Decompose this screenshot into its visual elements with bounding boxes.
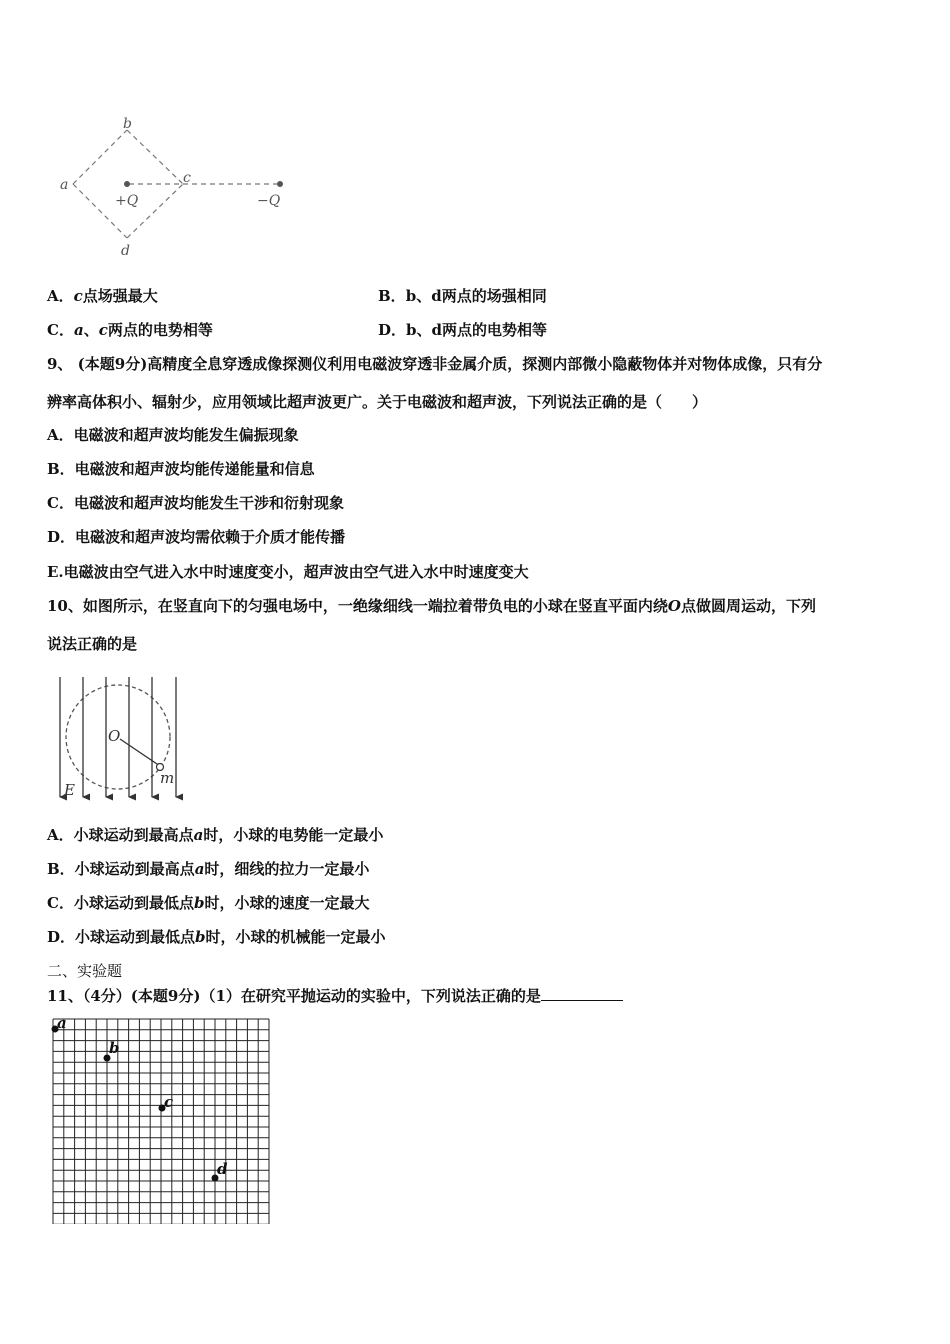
label-a: a: [60, 177, 69, 193]
q9-option-d: D．电磁波和超声波均需依赖于介质才能传播: [47, 528, 346, 546]
label-o: O: [108, 727, 121, 745]
q9-stem-line2: 辨率高体积小、辐射少，应用领域比超声波更广。关于电磁波和超声波，下列说法正确的是（ ）: [47, 393, 708, 411]
label-neg-q: −Q: [257, 193, 281, 209]
q8-option-c: C．a、c两点的电势相等: [47, 321, 213, 339]
label-a: a: [57, 1016, 67, 1032]
positive-charge: [124, 181, 130, 187]
answer-blank: [541, 986, 623, 1001]
negative-charge: [277, 181, 283, 187]
string: [120, 739, 160, 766]
label-e: E: [64, 781, 75, 799]
label-d: d: [121, 243, 130, 259]
q10-stem-line1: 10、如图所示，在竖直向下的匀强电场中，一绝缘细线一端拉着带负电的小球在竖直平面内绕O点做圆周运动，下列: [47, 597, 816, 615]
label-pos-q: +Q: [115, 193, 139, 209]
q10-stem-line2: 说法正确的是: [47, 635, 138, 653]
q9-option-e: E.电磁波由空气进入水中时速度变小，超声波由空气进入水中时速度变大: [47, 563, 529, 581]
q10-option-c: C．小球运动到最低点b时，小球的速度一定最大: [47, 894, 370, 912]
label-b: b: [109, 1039, 120, 1057]
label-c: c: [183, 170, 191, 186]
q8-option-a: A．c点场强最大: [47, 287, 158, 305]
q10-option-b: B．小球运动到最高点a时，细线的拉力一定最小: [47, 860, 370, 878]
q11-stem: 11、（4分）(本题9分)（1）在研究平抛运动的实验中，下列说法正确的是: [47, 986, 623, 1006]
label-c: c: [164, 1093, 174, 1111]
q10-field-diagram: [50, 675, 190, 805]
q9-stem-line1: 9、 (本题9分)高精度全息穿透成像探测仪利用电磁波穿透非金属介质，探测内部微小隐蔽物体并对物体成像，只有分: [47, 355, 823, 373]
q9-option-b: B．电磁波和超声波均能传递能量和信息: [47, 460, 315, 478]
q8-option-b: B．b、d两点的场强相同: [378, 287, 547, 305]
label-b: b: [123, 116, 132, 132]
q8-charge-diagram: [55, 112, 295, 262]
label-d: d: [217, 1160, 228, 1178]
section-title: 二、实验题: [47, 962, 123, 980]
q10-option-d: D．小球运动到最低点b时，小球的机械能一定最小: [47, 928, 386, 946]
q9-option-c: C．电磁波和超声波均能发生干涉和衍射现象: [47, 494, 344, 512]
label-m: m: [160, 769, 175, 787]
q11-grid-diagram: [50, 1016, 274, 1224]
q10-option-a: A．小球运动到最高点a时，小球的电势能一定最小: [47, 826, 384, 844]
q8-option-d: D．b、d两点的电势相等: [378, 321, 548, 339]
q9-option-a: A．电磁波和超声波均能发生偏振现象: [47, 426, 299, 444]
